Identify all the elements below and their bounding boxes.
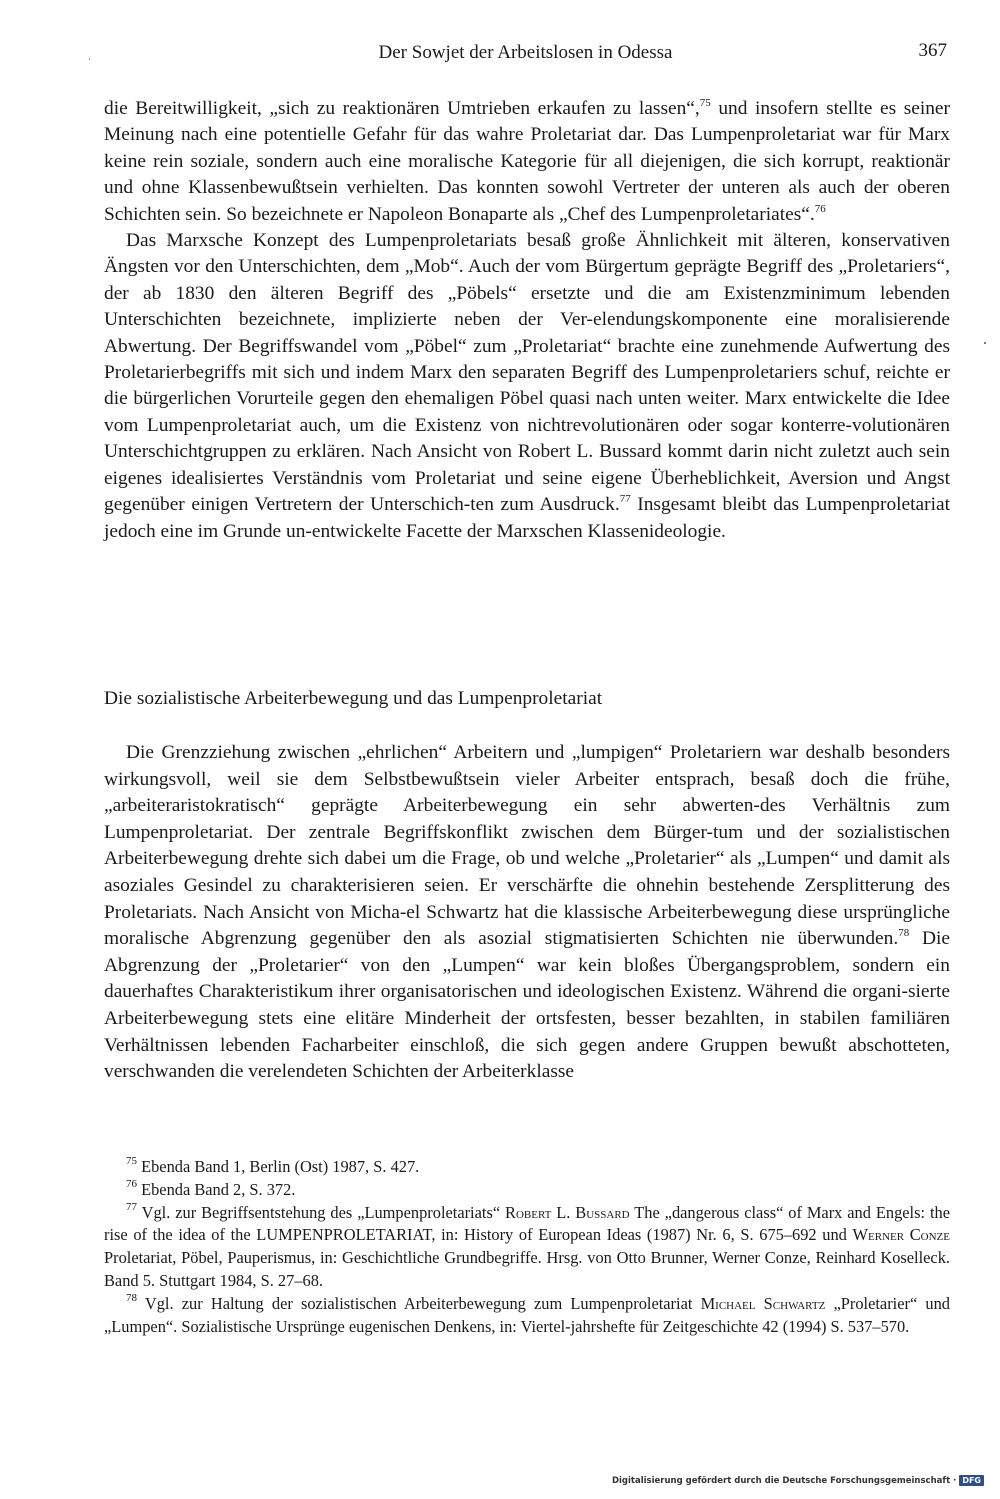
running-title: Der Sowjet der Arbeitslosen in Odessa bbox=[378, 42, 673, 63]
footnotes bbox=[104, 1156, 950, 1338]
footnote: $^{78}$ Vgl. zur Haltung der sozialistischen Arbeiterbewegung zum Lumpenproletariat Michael Schwartz „Proletarier“ und „Lumpen“. Sozialistische Ursprünge eugenischen Denkens, in: Viertel-jahrshefte für Zeitgeschichte 42 (1994) S. 537–570. bbox=[104, 1291, 950, 1336]
footnote-ref[interactable]: 76 bbox=[814, 202, 826, 215]
page-number: 367 bbox=[918, 40, 947, 61]
author-name: Michael Schwartz bbox=[700, 1293, 826, 1313]
author-name: Robert L. Bussard bbox=[505, 1202, 630, 1222]
footnote-ref[interactable]: 78 bbox=[898, 927, 910, 940]
author-name: Werner Conze bbox=[852, 1225, 950, 1245]
body-text-part1 bbox=[104, 96, 950, 545]
footnote-ref[interactable]: 77 bbox=[619, 493, 631, 506]
funding-note bbox=[612, 1475, 984, 1486]
paragraph: Die Grenzziehung zwischen „ehrlichen“ Arbeitern und „lumpigen“ Proletariern war deshalb besonders wirkungsvoll, weil sie dem Selbstbewußtsein vieler Arbeiter entsprach, besaß doch die frühe, „arbeiteraristokratisch“ geprägte Arbeiterbewegung ein sehr abwerten-des Verhältnis zum Lumpenproletariat. Der zentrale Begriffskonflikt zwischen dem Bürger-tum und der sozialistischen Arbeiterbewegung drehte sich dabei um die Frage, ob und welche „Proletarier“ als „Lumpen“ und damit als asoziales Gesindel zu charakterisieren seien. Er verschärfte die ohnehin bestehende Zersplitterung des Proletariats. Nach Ansicht von Micha-el Schwartz hat die klassische Arbeiterbewegung diese ursprüngliche moralische Abgrenzung gegenüber den als asozial stigmatisierten Schichten nie überwunden.$^{78}$ Die Abgrenzung der „Proletarier“ von den „Lumpen“ war kein bloßes Übergangsproblem, sondern ein dauerhaftes Charakteristikum ihrer organisatorischen und ideologischen Existenz. Während die organi-sierte Arbeiterbewegung stets eine elitäre Minderheit der ortsfesten, besser bezahlten, in stabilen familiären Verhältnissen lebenden Facharbeiter einschloß, die sich gegen andere Gruppen bewußt abschotteten, verschwanden die verelendeten Schichten der Arbeiterklasse bbox=[104, 742, 950, 1083]
body-text-part2 bbox=[104, 740, 950, 1086]
section-heading: Die sozialistische Arbeiterbewegung und das Lumpenproletariat bbox=[104, 688, 603, 709]
page-header bbox=[104, 42, 947, 72]
funding-text: Digitalisierung gefördert durch die Deutsche Forschungsgemeinschaft · bbox=[611, 1475, 957, 1486]
scan-mark bbox=[984, 342, 986, 344]
paragraph: die Bereitwilligkeit, „sich zu reaktionären Umtrieben erkaufen zu lassen“,$^{75}$ und insofern stellte es seiner Meinung nach eine potentielle Gefahr für das wahre Proletariat dar. Das Lumpenproletariat war für Marx keine rein soziale, sondern auch eine moralische Kategorie für all diejenigen, die sich korrupt, reaktionär und ohne Klassenbewußtsein verhielten. Das konnten sowohl Vertreter der unteren als auch der oberen Schichten sein. So bezeichnete er Napoleon Bonaparte als „Chef des Lumpenproletariates“.$^{76}$ bbox=[104, 97, 950, 225]
footnote: $^{77}$ Vgl. zur Begriffsentstehung des „Lumpenproletariats“ Robert L. Bussard The „dangerous class“ of Marx and Engels: the rise of the idea of the LUMPENPROLETARIAT, in: History of European Ideas (1987) Nr. 6, S. 675–692 und Werner Conze Proletariat, Pöbel, Pauperismus, in: Geschichtliche Grundbegriffe. Hrsg. von Otto Brunner, Werner Conze, Reinhard Koselleck. Band 5. Stuttgart 1984, S. 27–68. bbox=[104, 1200, 950, 1290]
footnote: $^{76}$ Ebenda Band 2, S. 372. bbox=[126, 1177, 296, 1199]
dfg-logo: DFG bbox=[959, 1475, 984, 1486]
footnote: $^{75}$ Ebenda Band 1, Berlin (Ost) 1987, S. 427. bbox=[126, 1155, 420, 1176]
scan-mark bbox=[89, 58, 90, 60]
footnote-ref[interactable]: 75 bbox=[699, 97, 711, 109]
paragraph: Das Marxsche Konzept des Lumpenproletariats besaß große Ähnlichkeit mit älteren, konservativen Ängsten vor den Unterschichten, dem „Mob“. Auch der vom Bürgertum geprägte Begriff des „Proletariers“, der ab 1830 den älteren Begriff des „Pöbels“ ersetzte und die am Existenzminimum lebenden Unterschichten bezeichnete, implizierte neben der Ver-elendungskomponente eine moralisierende Abwertung. Der Begriffswandel vom „Pöbel“ zum „Proletariat“ brachte eine zunehmende Aufwertung des Proletarierbegriffs mit sich und indem Marx den separaten Begriff des Lumpenproletariers schuf, reichte er die bürgerlichen Vorurteile gegen den ehemaligen Pöbel quasi nach unten weiter. Marx entwickelte die Idee vom Lumpenproletariat auch, um die Existenz von nichtrevolutionären oder sogar konterre-volutionären Unterschichtgruppen zu erklären. Nach Ansicht von Robert L. Bussard kommt darin nicht zuletzt auch sein eigenes idealisiertes Verständnis vom Proletariat und seine eigene Überheblichkeit, Aversion und Angst gegenüber einigen Vertretern der Unterschich-ten zum Ausdruck.$^{77}$ Insgesamt bleibt das Lumpenproletariat jedoch eine im Grunde un-entwickelte Facette der Marxschen Klassenideologie. bbox=[104, 230, 950, 542]
